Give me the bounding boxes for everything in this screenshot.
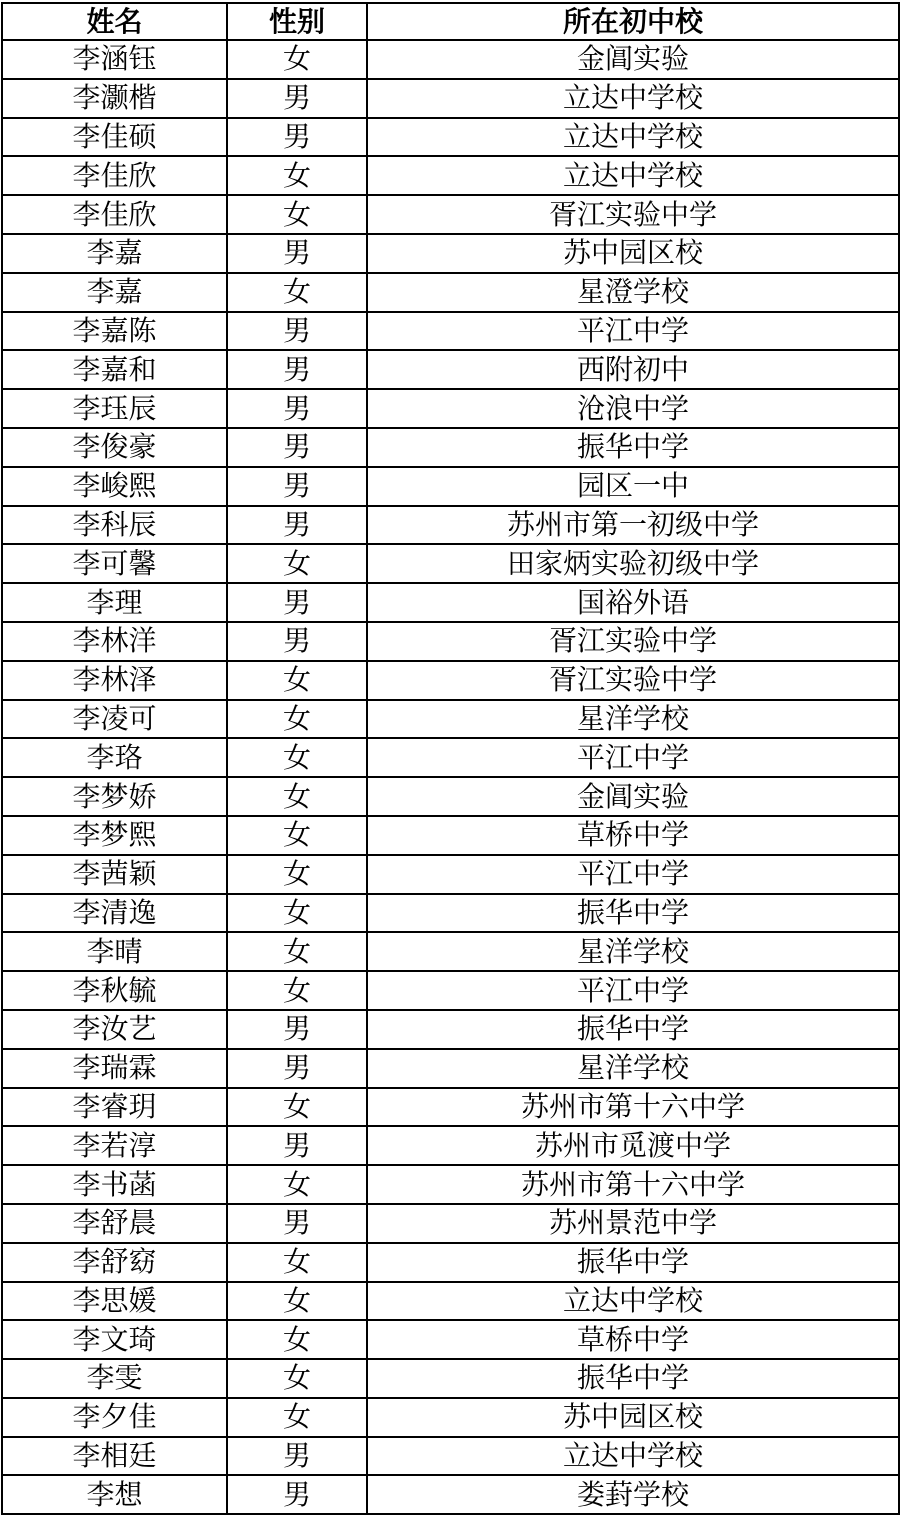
cell-school: 娄葑学校 [367,1475,899,1514]
header-school: 所在初中校 [367,3,899,40]
cell-name: 李理 [2,583,227,622]
cell-gender: 女 [227,544,367,583]
cell-gender: 男 [227,1126,367,1165]
cell-school: 振华中学 [367,1359,899,1398]
table-row [2,544,899,583]
cell-school: 星洋学校 [367,700,899,739]
cell-name: 李晴 [2,932,227,971]
cell-gender: 男 [227,79,367,118]
cell-school: 苏中园区校 [367,234,899,273]
cell-gender: 女 [227,855,367,894]
cell-school: 平江中学 [367,855,899,894]
table-row [2,661,899,700]
table-row [2,1010,899,1049]
table-row [2,738,899,777]
cell-gender: 女 [227,777,367,816]
cell-school: 振华中学 [367,894,899,933]
cell-gender: 男 [227,1204,367,1243]
table-row [2,350,899,389]
table-row [2,506,899,545]
cell-name: 李舒窈 [2,1243,227,1282]
cell-gender: 女 [227,1243,367,1282]
table-row [2,1243,899,1282]
cell-school: 苏州市第十六中学 [367,1088,899,1127]
table-row [2,1398,899,1437]
table-row [2,1282,899,1321]
table-row [2,583,899,622]
cell-gender: 男 [227,428,367,467]
cell-name: 李想 [2,1475,227,1514]
table-row [2,622,899,661]
table-row [2,1049,899,1088]
cell-gender: 女 [227,1165,367,1204]
cell-name: 李睿玥 [2,1088,227,1127]
table-row [2,79,899,118]
table-body [2,40,899,1514]
cell-school: 立达中学校 [367,1282,899,1321]
cell-gender: 男 [227,506,367,545]
cell-name: 李嘉 [2,273,227,312]
cell-name: 李珏辰 [2,389,227,428]
cell-name: 李可馨 [2,544,227,583]
cell-gender: 女 [227,1320,367,1359]
cell-gender: 男 [227,1475,367,1514]
cell-school: 沧浪中学 [367,389,899,428]
table-row [2,816,899,855]
cell-gender: 男 [227,312,367,351]
cell-name: 李嘉陈 [2,312,227,351]
cell-school: 金阊实验 [367,40,899,79]
cell-gender: 女 [227,661,367,700]
cell-school: 苏州市觅渡中学 [367,1126,899,1165]
cell-gender: 女 [227,971,367,1010]
cell-gender: 男 [227,622,367,661]
cell-name: 李舒晨 [2,1204,227,1243]
cell-school: 胥江实验中学 [367,661,899,700]
cell-school: 胥江实验中学 [367,195,899,234]
cell-school: 星澄学校 [367,273,899,312]
cell-school: 苏中园区校 [367,1398,899,1437]
cell-gender: 女 [227,1398,367,1437]
cell-school: 振华中学 [367,428,899,467]
cell-name: 李科辰 [2,506,227,545]
cell-name: 李嘉和 [2,350,227,389]
cell-name: 李俊豪 [2,428,227,467]
cell-gender: 女 [227,1282,367,1321]
cell-school: 国裕外语 [367,583,899,622]
cell-school: 胥江实验中学 [367,622,899,661]
cell-school: 平江中学 [367,971,899,1010]
table-row [2,428,899,467]
cell-school: 金阊实验 [367,777,899,816]
table-row [2,1437,899,1476]
cell-gender: 男 [227,467,367,506]
table-row [2,894,899,933]
table-row [2,932,899,971]
cell-gender: 女 [227,700,367,739]
cell-name: 李梦娇 [2,777,227,816]
cell-name: 李佳欣 [2,156,227,195]
cell-name: 李秋毓 [2,971,227,1010]
cell-name: 李灏楷 [2,79,227,118]
cell-school: 立达中学校 [367,79,899,118]
table-row [2,1126,899,1165]
cell-gender: 男 [227,583,367,622]
cell-school: 草桥中学 [367,1320,899,1359]
cell-name: 李梦熙 [2,816,227,855]
cell-name: 李涵钰 [2,40,227,79]
cell-gender: 男 [227,389,367,428]
cell-school: 振华中学 [367,1243,899,1282]
table-row [2,467,899,506]
table-row [2,700,899,739]
cell-name: 李雯 [2,1359,227,1398]
cell-school: 草桥中学 [367,816,899,855]
cell-school: 立达中学校 [367,156,899,195]
cell-name: 李佳欣 [2,195,227,234]
cell-name: 李清逸 [2,894,227,933]
cell-name: 李嘉 [2,234,227,273]
cell-school: 振华中学 [367,1010,899,1049]
cell-name: 李佳硕 [2,118,227,157]
cell-gender: 女 [227,156,367,195]
cell-school: 苏州市第一初级中学 [367,506,899,545]
cell-name: 李相廷 [2,1437,227,1476]
cell-gender: 男 [227,350,367,389]
cell-school: 星洋学校 [367,1049,899,1088]
cell-name: 李凌可 [2,700,227,739]
cell-name: 李峻熙 [2,467,227,506]
cell-name: 李思媛 [2,1282,227,1321]
table-row [2,1475,899,1514]
cell-name: 李夕佳 [2,1398,227,1437]
table-row [2,1088,899,1127]
cell-gender: 男 [227,1049,367,1088]
cell-gender: 女 [227,40,367,79]
cell-name: 李若淳 [2,1126,227,1165]
header-gender: 性别 [227,3,367,40]
cell-name: 李文琦 [2,1320,227,1359]
cell-school: 苏州景范中学 [367,1204,899,1243]
header-name: 姓名 [2,3,227,40]
cell-gender: 女 [227,894,367,933]
cell-school: 园区一中 [367,467,899,506]
cell-gender: 女 [227,932,367,971]
cell-school: 星洋学校 [367,932,899,971]
cell-name: 李林泽 [2,661,227,700]
table-row [2,195,899,234]
cell-gender: 女 [227,1359,367,1398]
cell-school: 苏州市第十六中学 [367,1165,899,1204]
cell-name: 李书菡 [2,1165,227,1204]
cell-school: 西附初中 [367,350,899,389]
cell-gender: 男 [227,1010,367,1049]
cell-name: 李汝艺 [2,1010,227,1049]
cell-name: 李瑞霖 [2,1049,227,1088]
table-row [2,118,899,157]
table-row [2,777,899,816]
cell-gender: 女 [227,816,367,855]
cell-gender: 男 [227,234,367,273]
cell-name: 李茜颖 [2,855,227,894]
cell-school: 平江中学 [367,312,899,351]
table-row [2,234,899,273]
table-row [2,40,899,79]
cell-name: 李林洋 [2,622,227,661]
cell-school: 立达中学校 [367,1437,899,1476]
cell-gender: 男 [227,1437,367,1476]
cell-gender: 女 [227,1088,367,1127]
cell-school: 立达中学校 [367,118,899,157]
cell-gender: 女 [227,195,367,234]
table-row [2,1204,899,1243]
cell-gender: 女 [227,738,367,777]
table-row [2,855,899,894]
table-row [2,156,899,195]
table-row [2,1320,899,1359]
cell-school: 平江中学 [367,738,899,777]
cell-gender: 男 [227,118,367,157]
cell-school: 田家炳实验初级中学 [367,544,899,583]
table-row [2,1359,899,1398]
table-row [2,312,899,351]
table-row [2,1165,899,1204]
table-row [2,389,899,428]
table-row [2,971,899,1010]
student-table [1,2,900,1515]
header-row [2,3,899,40]
cell-gender: 女 [227,273,367,312]
cell-name: 李珞 [2,738,227,777]
table-row [2,273,899,312]
